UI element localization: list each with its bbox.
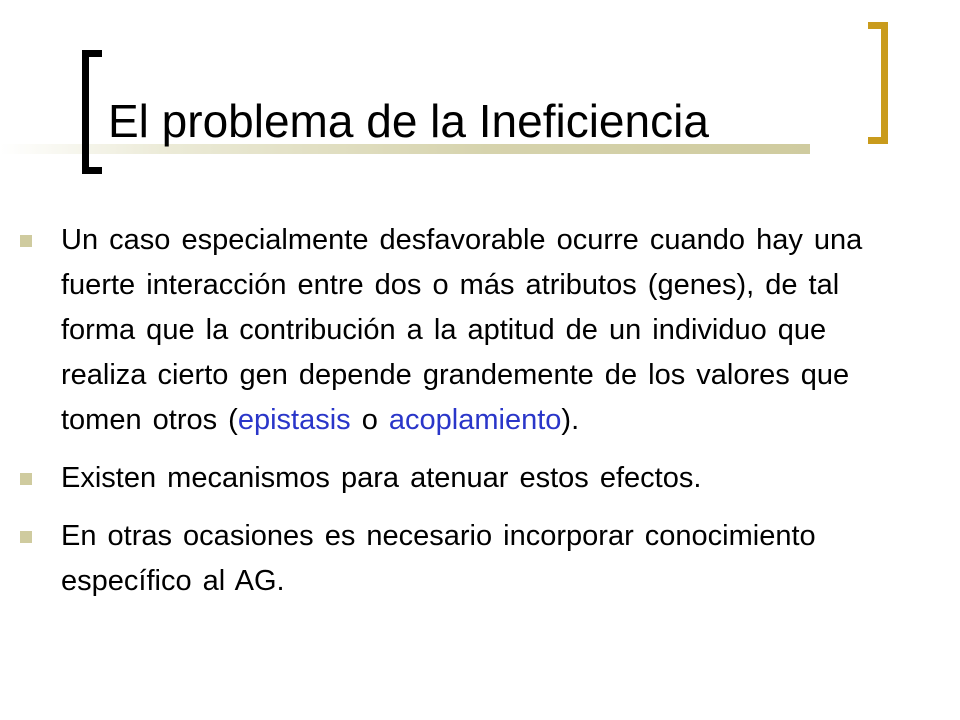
bullet-item-mecanismos [0, 456, 960, 501]
left-bracket-decoration [82, 50, 102, 174]
right-bracket-decoration [868, 22, 888, 144]
bullet-text-connector: o [350, 404, 389, 436]
bullet-text: En otras ocasiones es necesario incorporar conocimiento específico al AG. [61, 520, 816, 597]
bullet-list [0, 218, 960, 617]
slide-title: El problema de la Ineficiencia [108, 95, 709, 147]
term-epistasis: epistasis [237, 404, 351, 436]
square-bullet-icon [20, 473, 32, 485]
square-bullet-icon [20, 531, 32, 543]
term-acoplamiento: acoplamiento [388, 404, 562, 436]
bullet-text-part: Un caso especialmente desfavorable ocurre cuando hay una fuerte interacción entre dos o más atributos (genes), de tal forma que la contribución a la aptitud de un individuo que realiza cierto gen depende grandemente de los valores que tomen otros ( [61, 224, 863, 436]
square-bullet-icon [20, 235, 32, 247]
bullet-item-epistasis [0, 218, 960, 443]
bullet-item-conocimiento [0, 514, 960, 604]
bullet-text-part-end: ). [561, 404, 580, 436]
bullet-text: Existen mecanismos para atenuar estos efectos. [61, 462, 702, 494]
